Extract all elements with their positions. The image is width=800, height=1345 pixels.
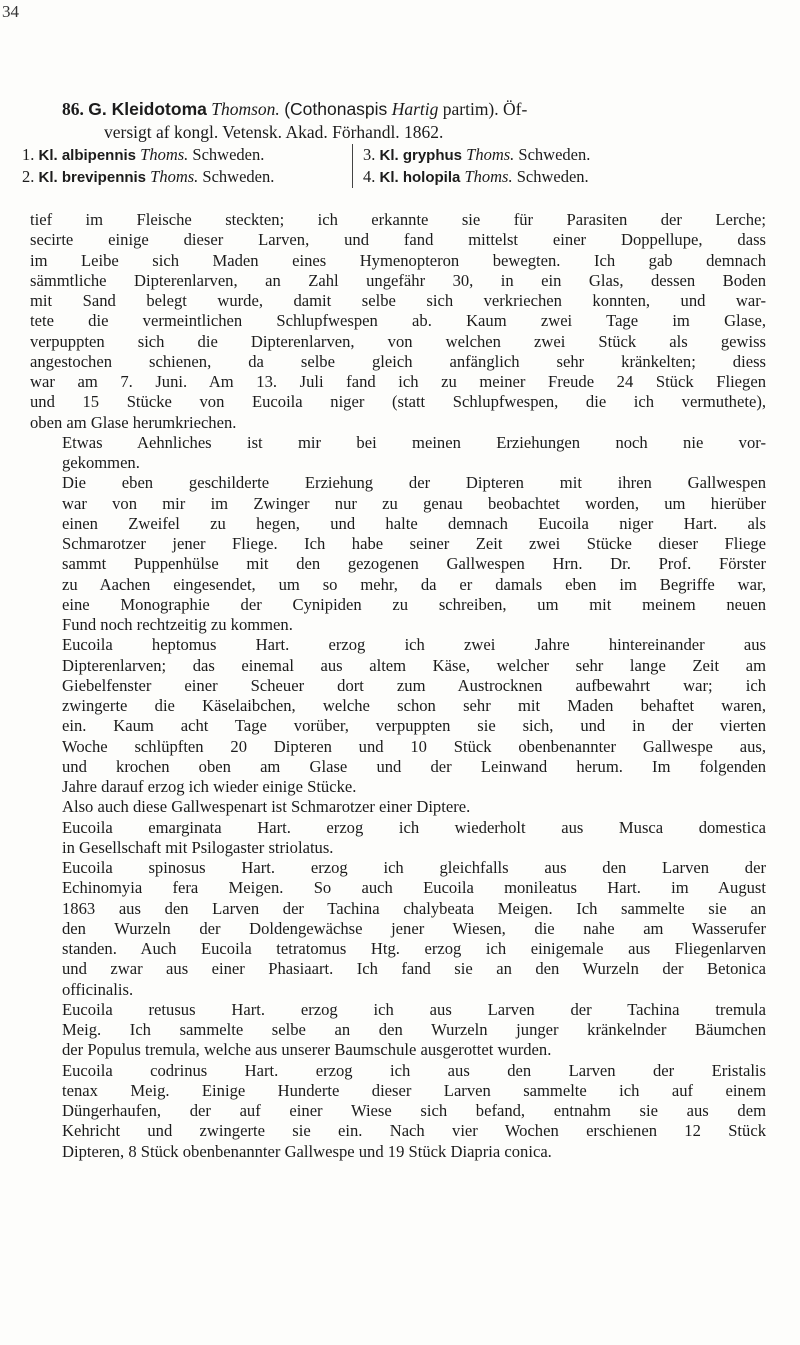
- genus-synonym: (Cothonaspis: [284, 99, 388, 119]
- synonym-rest: partim).: [442, 99, 499, 119]
- species-number: 3.: [363, 145, 376, 164]
- text-line: Dipteren, 8 Stück obenbenannter Gallwespe und 19 Stück Diapria conica.: [62, 1141, 552, 1161]
- genus-number: 86.: [62, 99, 84, 119]
- text-line: Jahre darauf erzog ich wieder einige Stücke.: [62, 777, 357, 796]
- genus-name: G. Kleidotoma: [88, 99, 207, 119]
- paragraph: [30, 473, 766, 635]
- text-line: ein. Kaum acht Tage vorüber, verpuppten sie sich, und in der vierten: [62, 716, 766, 736]
- genus-author: Thomson.: [211, 99, 280, 119]
- synonym-author: Hartig: [391, 99, 439, 119]
- text-line: der Populus tremula, welche aus unserer Baumschule ausgerottet wurden.: [62, 1040, 552, 1060]
- species-number: 2.: [22, 167, 35, 186]
- species-name: Kl. albipennis: [38, 147, 137, 164]
- text-line: eine Monographie der Cynipiden zu schreiben, um mit meinem neuen: [62, 594, 766, 614]
- species-item: [352, 166, 693, 188]
- species-number: 1.: [22, 145, 35, 164]
- body-text: [30, 210, 766, 1162]
- text-line: und zwar aus einer Phasiaart. Ich fand sie an den Wurzeln der Betonica: [62, 959, 766, 979]
- species-row: [22, 144, 762, 166]
- species-author: Thoms.: [140, 145, 189, 164]
- genus-heading: [62, 98, 762, 144]
- text-line: in Gesellschaft mit Psilogaster striolatus.: [62, 837, 334, 857]
- text-line: oben am Glase herumkriechen.: [30, 412, 237, 432]
- text-line: und krochen oben am Glase und der Leinwand herum. Im folgenden: [62, 756, 766, 776]
- species-author: Thoms.: [150, 167, 199, 186]
- text-line: tenax Meig. Einige Hunderte dieser Larven sammelte ich auf einem: [62, 1080, 766, 1100]
- publication-line-1: Öf-: [503, 99, 528, 119]
- paragraph: [30, 1061, 766, 1162]
- species-place: Schweden.: [518, 145, 591, 164]
- text-line: angestochen schienen, da selbe gleich anfänglich sehr kränkelten; diess: [30, 351, 766, 371]
- text-line: sammt Puppenhülse mit den gezogenen Gallwespen Hrn. Dr. Prof. Förster: [62, 554, 766, 574]
- text-line: verpuppten sich die Dipterenlarven, von welchen zwei Stück als gewiss: [30, 331, 766, 351]
- text-line: einen Zweifel zu hegen, und halte demnach Eucoila niger Hart. als: [62, 513, 766, 533]
- text-line: Meig. Ich sammelte selbe an den Wurzeln junger kränkelnder Bäumchen: [62, 1020, 766, 1039]
- text-line: officinalis.: [62, 979, 134, 999]
- text-line: Woche schlüpften 20 Dipteren und 10 Stück obenbenannter Gallwespe aus,: [62, 736, 766, 756]
- species-number: 4.: [363, 167, 376, 186]
- text-line: Giebelfenster einer Scheuer dort zum Austrocknen aufbewahrt war; ich: [62, 675, 766, 695]
- text-line: standen. Auch Eucoila tetratomus Htg. erzog ich einigemale aus Fliegenlarven: [62, 939, 766, 958]
- text-line: Kehricht und zwingerte sie ein. Nach vier Wochen erschienen 12 Stück: [62, 1121, 766, 1141]
- text-line: Echinomyia fera Meigen. So auch Eucoila monileatus Hart. im August: [62, 878, 766, 898]
- paragraph: [30, 210, 766, 433]
- text-line: Fund noch rechtzeitig zu kommen.: [62, 615, 293, 634]
- text-line: Dipterenlarven; das einemal aus altem Käse, welcher sehr lange Zeit am: [62, 655, 766, 675]
- text-line: sämmtliche Dipterenlarven, an Zahl ungefähr 30, in ein Glas, dessen Boden: [30, 270, 766, 290]
- text-line: Eucoila codrinus Hart. erzog ich aus den Larven der Eristalis: [62, 1060, 766, 1080]
- text-line: war am 7. Juni. Am 13. Juli fand ich zu meiner Freude 24 Stück Fliegen: [30, 372, 766, 391]
- paragraph: [30, 858, 766, 1000]
- page-number: 34: [2, 2, 19, 21]
- text-line: Die eben geschilderte Erziehung der Dipteren mit ihren Gallwespen: [62, 473, 766, 493]
- text-line: gekommen.: [62, 453, 140, 472]
- publication-line-2: versigt af kongl. Vetensk. Akad. Förhandl. 1862.: [104, 122, 444, 142]
- text-line: im Leibe sich Maden eines Hymenopteron bewegten. Ich gab demnach: [30, 250, 766, 270]
- paragraph: [30, 797, 766, 817]
- species-name: Kl. gryphus: [379, 147, 463, 164]
- text-line: Eucoila heptomus Hart. erzog ich zwei Jahre hintereinander aus: [62, 635, 766, 655]
- species-row: [22, 166, 762, 188]
- paragraph: [30, 818, 766, 859]
- species-place: Schweden.: [516, 167, 589, 186]
- text-line: den Wurzeln der Doldengewächse jener Wiesen, die nahe am Wasserufer: [62, 918, 766, 938]
- text-line: und 15 Stücke von Eucoila niger (statt Schlupfwespen, die ich vermuthete),: [30, 392, 766, 412]
- species-author: Thoms.: [464, 167, 513, 186]
- text-line: zu Aachen eingesendet, um so mehr, da er damals eben im Begriffe war,: [62, 574, 766, 594]
- species-name: Kl. brevipennis: [38, 169, 147, 186]
- species-item: [22, 144, 352, 166]
- text-line: 1863 aus den Larven der Tachina chalybeata Meigen. Ich sammelte sie an: [62, 898, 766, 918]
- text-line: tief im Fleische steckten; ich erkannte sie für Parasiten der Lerche;: [30, 210, 766, 229]
- paragraph: [30, 1000, 766, 1061]
- text-line: war von mir im Zwinger nur zu genau beobachtet worden, um hierüber: [62, 493, 766, 513]
- species-item: [352, 144, 693, 166]
- species-place: Schweden.: [202, 167, 275, 186]
- text-line: Eucoila retusus Hart. erzog ich aus Larven der Tachina tremula: [62, 999, 766, 1019]
- text-line: mit Sand belegt wurde, damit selbe sich verkriechen konnten, und war-: [30, 291, 766, 310]
- species-item: [22, 166, 352, 188]
- species-place: Schweden.: [192, 145, 265, 164]
- paragraph: [30, 635, 766, 797]
- text-line: Schmarotzer jener Fliege. Ich habe seiner Zeit zwei Stücke dieser Fliege: [62, 534, 766, 553]
- species-author: Thoms.: [466, 145, 515, 164]
- text-line: zwingerte die Käselaibchen, welche schon sehr mit Maden behaftet waren,: [62, 696, 766, 715]
- text-line: Eucoila emarginata Hart. erzog ich wiederholt aus Musca domestica: [62, 817, 766, 837]
- paragraph: [30, 433, 766, 474]
- text-line: tete die vermeintlichen Schlupfwespen ab. Kaum zwei Tage im Glase,: [30, 311, 766, 331]
- text-line: Düngerhaufen, der auf einer Wiese sich befand, entnahm sie aus dem: [62, 1101, 766, 1120]
- text-line: Etwas Aehnliches ist mir bei meinen Erziehungen noch nie vor-: [62, 432, 766, 452]
- species-list: [22, 144, 762, 188]
- text-line: Also auch diese Gallwespenart ist Schmarotzer einer Diptere.: [62, 797, 471, 817]
- text-line: Eucoila spinosus Hart. erzog ich gleichfalls aus den Larven der: [62, 858, 766, 877]
- species-name: Kl. holopila: [379, 169, 461, 186]
- text-line: secirte einige dieser Larven, und fand mittelst einer Doppellupe, dass: [30, 230, 766, 250]
